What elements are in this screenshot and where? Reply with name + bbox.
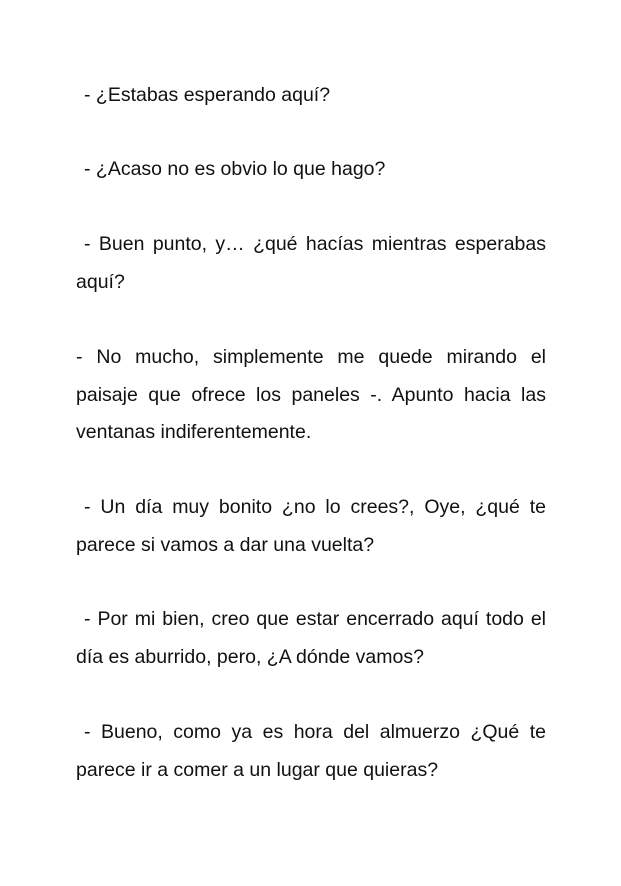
dialogue-paragraph-6: - Por mi bien, creo que estar encerrado aquí todo el día es aburrido, pero, ¿A dónde vamos? (76, 608, 546, 668)
document-page (76, 0, 546, 886)
dialogue-paragraph-1: - ¿Estabas esperando aquí? (84, 84, 331, 106)
dialogue-paragraph-4: - No mucho, simplemente me quede mirando el paisaje que ofrece los paneles -. Apunto hacia las ventanas indiferentemente. (76, 346, 546, 443)
dialogue-paragraph-2: - ¿Acaso no es obvio lo que hago? (84, 158, 386, 180)
dialogue-paragraph-7: - Bueno, como ya es hora del almuerzo ¿Qué te parece ir a comer a un lugar que quieras? (76, 721, 546, 781)
dialogue-paragraph-5: - Un día muy bonito ¿no lo crees?, Oye, ¿qué te parece si vamos a dar una vuelta? (76, 496, 546, 556)
dialogue-paragraph-3: - Buen punto, y… ¿qué hacías mientras esperabas aquí? (76, 233, 546, 293)
